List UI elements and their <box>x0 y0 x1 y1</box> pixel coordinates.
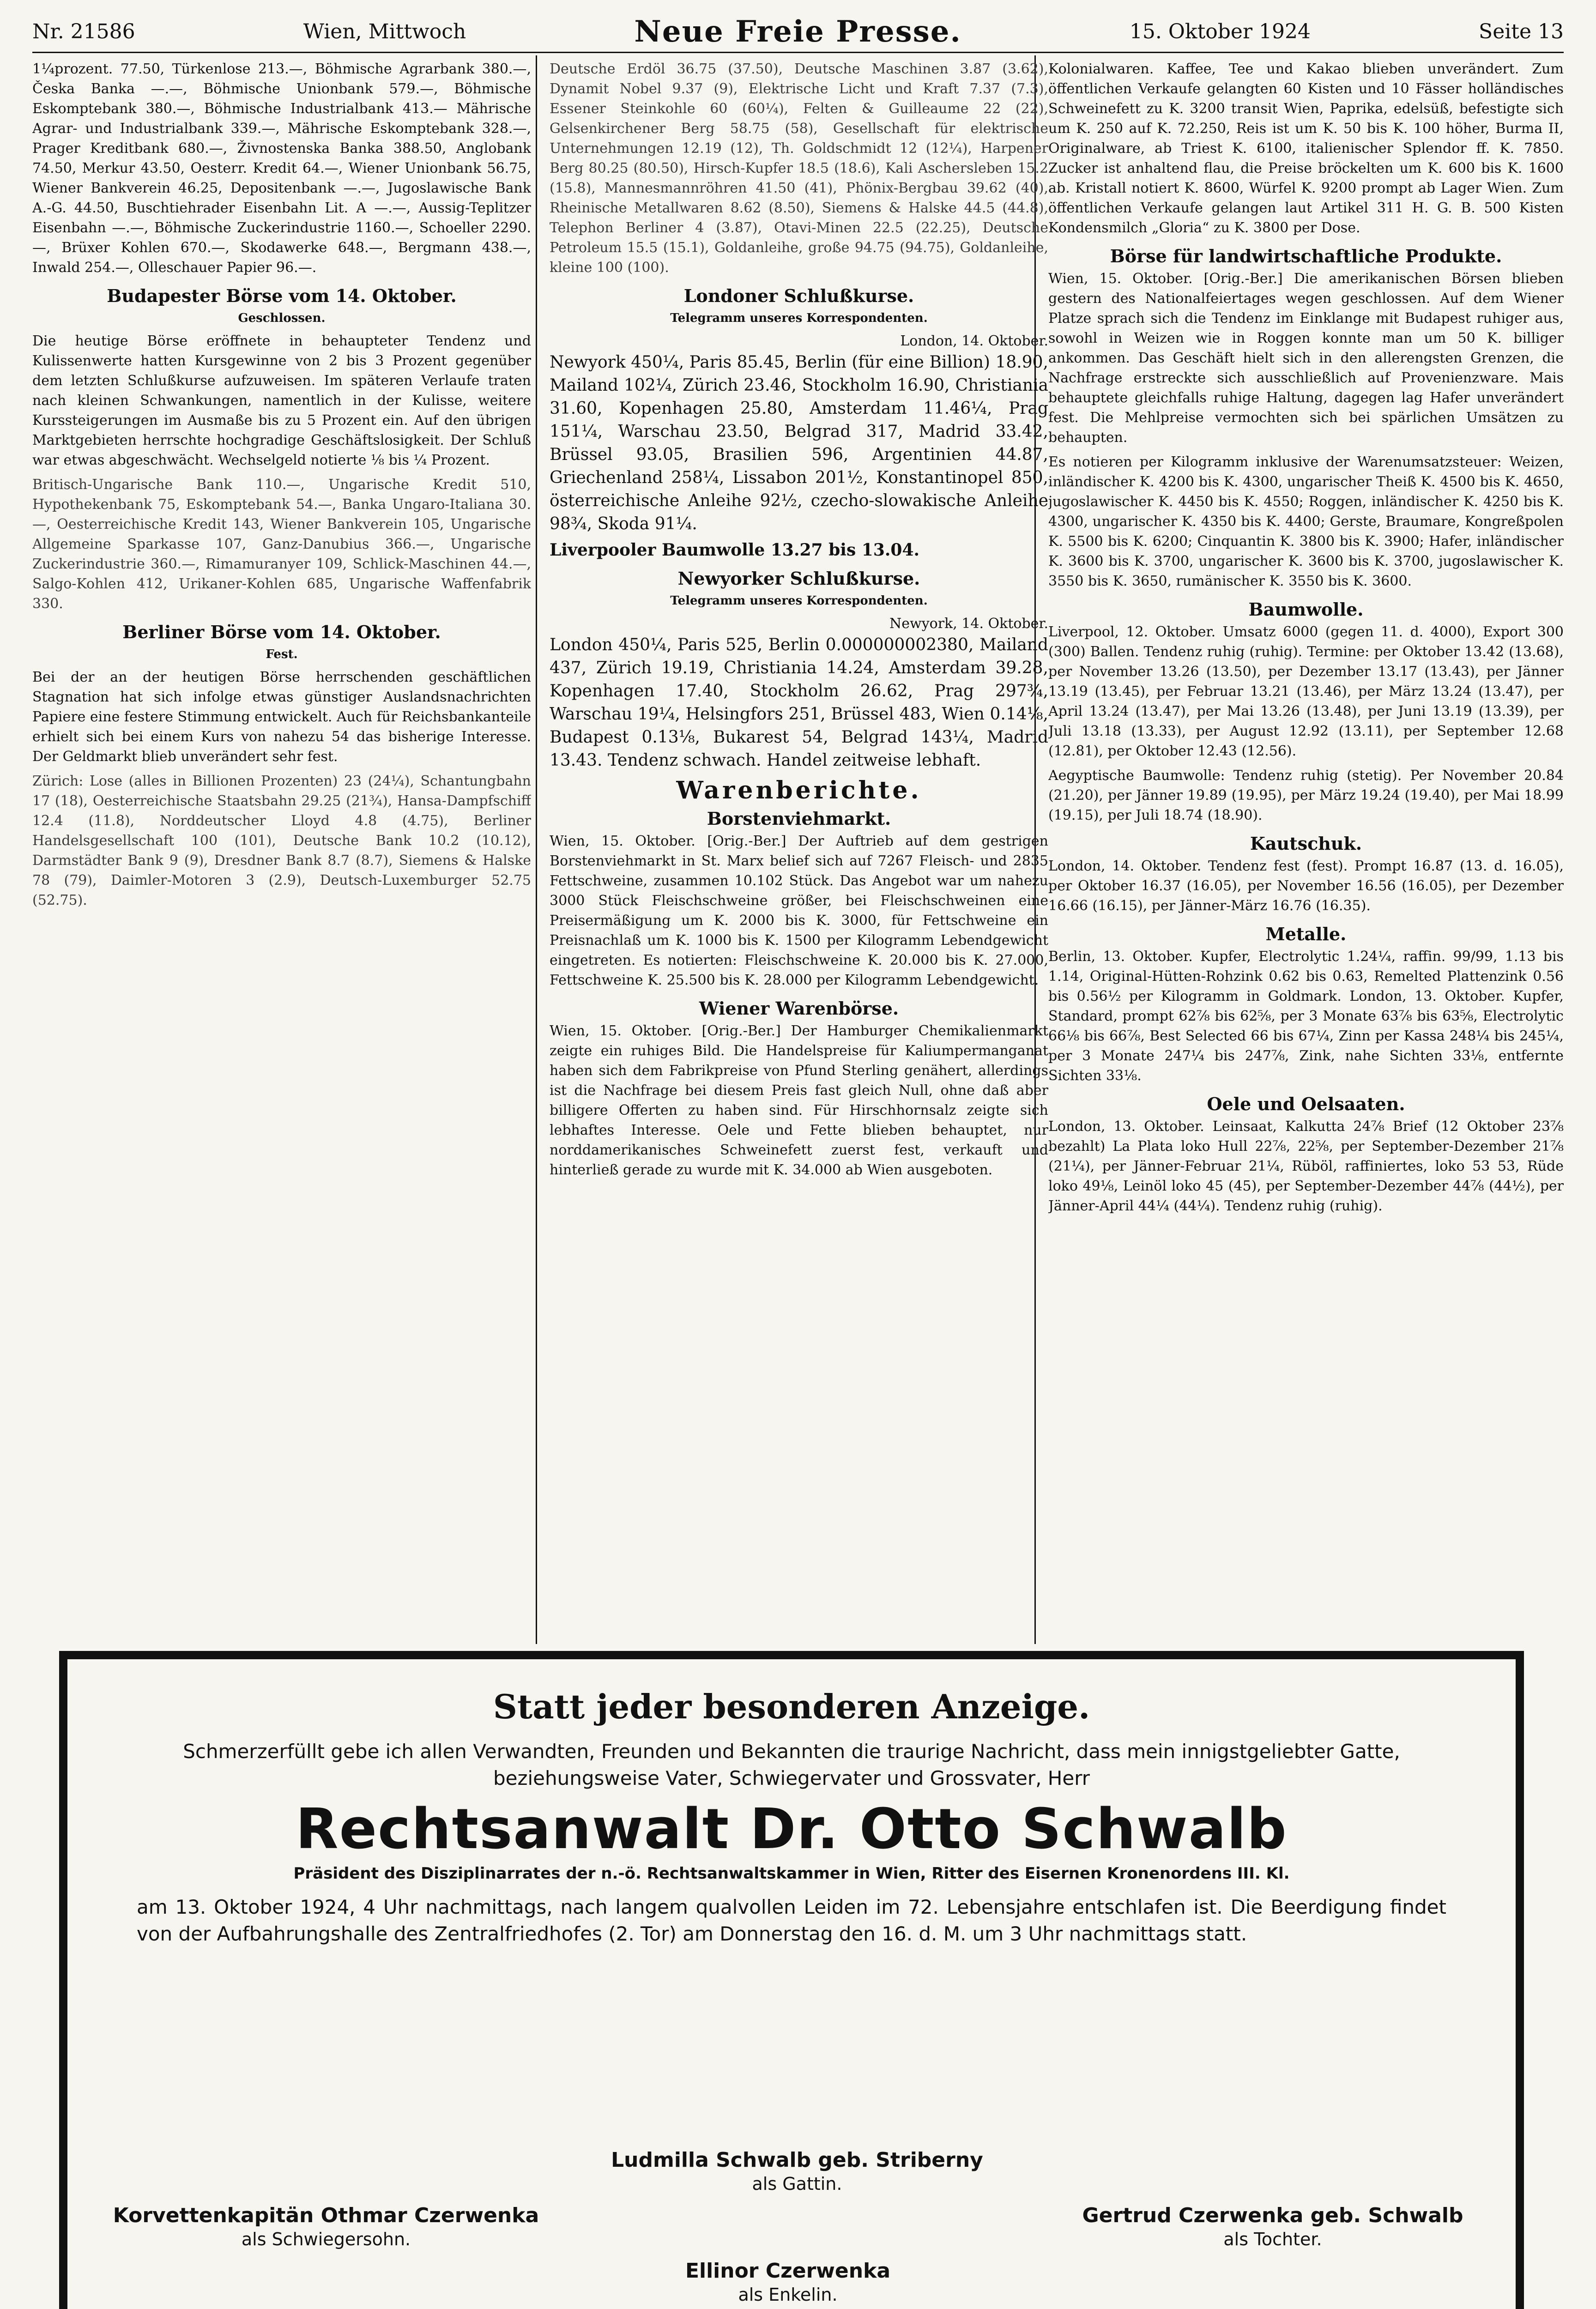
signature-daughter <box>1056 2204 1490 2251</box>
dateline: London, 14. Oktober. <box>900 333 1048 349</box>
signatory-name: Ludmilla Schwalb geb. Striberny <box>611 2148 983 2172</box>
paragraph: London, 14. Oktober. Tendenz fest (fest). Prompt 16.87 (13. d. 16.05), per Oktober 16.37 (16.05), per November 16.56 (16.05), per Dezember 16.66 (16.15), per Jänner-März 16.76 (16.35). <box>1048 858 1564 914</box>
signature-grandchild <box>557 2260 1019 2306</box>
signature-widow <box>437 2149 1157 2195</box>
issue-date: 15. Oktober 1924 <box>1129 19 1311 43</box>
section-heading: Börse für landwirtschaftliche Produkte. <box>1110 246 1502 266</box>
paragraph: Aegyptische Baumwolle: Tendenz ruhig (stetig). Per November 20.84 (21.20), per Jänner 19.89 (19.95), per März 19.24 (19.40), per Mai 18.99 (19.15), per Juli 18.74 (18.90). <box>1048 768 1564 823</box>
paragraph: Berlin, 13. Oktober. Kupfer, Electrolytic 1.24¼, raffin. 99/99, 1.13 bis 1.14, Original-Hütten-Rohzink 0.62 bis 0.63, Remelted Plattenzink 0.56 bis 0.56½ per Kilogramm in Goldmark. London, 13. Oktober. Kupfer, Standard, prompt 62⅞ bis 62⅝, per 3 Monate 63⅞ bis 63⅝, Electrolytic 66⅛ bis 66⅞, Best Selected 66 bis 67¼, Zinn per Kassa 248¼ bis 245¼, per 3 Monate 247¼ bis 247⅞, Zink, nahe Sichten 33⅛, entfernte Sichten 33⅛. <box>1048 949 1564 1084</box>
section-subheading: Telegramm unseres Korrespondenten. <box>670 594 928 608</box>
signature-son-in-law <box>95 2204 557 2251</box>
section-subheading: Geschlossen. <box>238 311 326 325</box>
masthead: Neue Freie Presse. <box>634 14 961 49</box>
section-heading: Berliner Börse vom 14. Oktober. <box>122 622 441 642</box>
paragraph: Wien, 15. Oktober. [Orig.-Ber.] Die amerikanischen Börsen blieben gestern des Nationalfeiertages wegen geschlossen. Auf dem Wiener Platze sprach sich die Tendenz im Einklange mit Budapest ruhiger aus, sowohl in Weizen wie in Roggen konnte man um 50 K. billiger ankommen. Das Geschäft hielt sich in den allerengsten Grenzen, die Nachfrage erstreckte sich ausschließlich auf Provenienzware. Mais behauptete gleichfalls ruhige Haltung, dagegen lag Hafer unverändert fest. Die Mehlpreise vermochten sich bei spärlichen Umsätzen zu behaupten. <box>1048 271 1564 446</box>
signatory-name: Gertrud Czerwenka geb. Schwalb <box>1082 2204 1463 2227</box>
issue-number: Nr. 21586 <box>32 19 135 43</box>
section-heading: Londoner Schlußkurse. <box>683 285 914 306</box>
paragraph: Zürich: Lose (alles in Billionen Prozenten) 23 (24¼), Schantungbahn 17 (18), Oesterreichische Staatsbahn 29.25 (21¾), Hansa-Dampfschiff 12.4 (11.8), Norddeutscher Lloyd 4.8 (4.75), Berliner Handelsgesellschaft 100 (101), Deutsche Bank 10.2 (10.12), Darmstädter Bank 9 (9), Dresdner Bank 8.7 (8.7), Siemens & Halske 78 (79), Daimler-Motoren 3 (2.9), Deutsch-Luxemburger 52.75 (52.75). <box>32 773 531 908</box>
column-rule <box>536 55 537 1644</box>
paragraph: Deutsche Erdöl 36.75 (37.50), Deutsche Maschinen 3.87 (3.62), Dynamit Nobel 9.37 (9), Elektrische Licht und Kraft 7.37 (7.3), Essener Steinkohle 60 (60¼), Felten & Guilleaume 22 (22), Gelsenkirchener Berg 58.75 (58), Gesellschaft für elektrische Unternehmungen 12.19 (12), Th. Goldschmidt 12 (12¼), Harpener Berg 80.25 (80.50), Hirsch-Kupfer 18.5 (18.6), Kali Aschersleben 15.2 (15.8), Mannesmannröhren 41.50 (41), Phönix-Bergbau 39.62 (40), Rheinische Metallwaren 8.62 (8.50), Siemens & Halske 44.5 (44.8), Telephon Berliner 4 (3.87), Otavi-Minen 22.5 (22.25), Deutsche Petroleum 15.5 (15.1), Goldanleihe, große 94.75 (94.75), Goldanleihe, kleine 100 (100). <box>550 61 1048 276</box>
paragraph: Liverpooler Baumwolle 13.27 bis 13.04. <box>550 540 920 560</box>
signatory-role: als Enkelin. <box>738 2285 838 2305</box>
paragraph: London 450¼, Paris 525, Berlin 0.000000002380, Mailand 437, Zürich 19.19, Christiania 14.24, Amsterdam 39.28, Kopenhagen 17.40, Stockholm 26.62, Prag 297¾, Warschau 19¼, Helsingfors 251, Brüssel 483, Wien 0.14⅛, Budapest 0.13⅛, Bukarest 54, Belgrad 143¼, Madrid 13.43. Tendenz schwach. Handel zeitweise lebhaft. <box>550 635 1048 770</box>
section-subheading: Fest. <box>266 647 298 661</box>
section-heading: Oele und Oelsaaten. <box>1207 1094 1405 1114</box>
paragraph: Es notieren per Kilogramm inklusive der Warenumsatzsteuer: Weizen, inländischer K. 4200 bis K. 4300, ungarischer Theiß K. 4500 bis K. 4650, jugoslawischer K. 4450 bis K. 4550; Roggen, inländischer K. 4250 bis K. 4300, ungarischer K. 4350 bis K. 4400; Gerste, Braumare, Kongreßpolen K. 5500 bis K. 6200; Cinquantin K. 3800 bis K. 3900; Hafer, inländischer K. 3600 bis K. 3700, ungarischer K. 3600 bis K. 3700, jugoslawischer K. 3550 bis K. 3650, rumänischer K. 3550 bis K. 3600. <box>1048 454 1564 589</box>
notice-body: am 13. Oktober 1924, 4 Uhr nachmittags, nach langem qualvollen Leiden im 72. Lebensjahre entschlafen ist. Die Beerdigung findet von der Aufbahrungshalle des Zentralfriedhofes (2. Tor) am Donnerstag den 16. d. M. um 3 Uhr nachmittags statt. <box>137 1896 1446 1945</box>
paragraph: Britisch-Ungarische Bank 110.—, Ungarische Kredit 510, Hypothekenbank 75, Eskomptebank 54.—, Banka Ungaro-Italiana 30.—, Oesterreichische Kredit 143, Wiener Bankverein 105, Ungarische Allgemeine Sparkasse 107, Ganz-Danubius 366.—, Ungarische Zuckerindustrie 360.—, Rimamuranyer 109, Schlick-Maschinen 44.—, Salgo-Kohlen 412, Urikaner-Kohlen 685, Ungarische Waffenfabrik 330. <box>32 477 531 612</box>
paragraph: Bei der an der heutigen Börse herrschenden geschäftlichen Stagnation hat sich infolge etwas günstiger Auslandsnachrichten Papiere eine festere Stimmung entwickelt. Auch für Reichsbankanteile erhielt sich bei einem Kurs von nahezu 54 das bisherige Interesse. Der Geldmarkt blieb unverändert sehr fest. <box>32 669 531 765</box>
section-heading: Kautschuk. <box>1250 833 1362 854</box>
section-heading: Warenberichte. <box>676 776 922 804</box>
paragraph: Liverpool, 12. Oktober. Umsatz 6000 (gegen 11. d. 4000), Export 300 (300) Ballen. Tendenz ruhig (ruhig). Termine: per Oktober 13.42 (13.68), per November 13.26 (13.50), per Dezember 13.17 (13.43), per Jänner 13.19 (13.45), per Februar 13.21 (13.46), per März 13.24 (13.47), per April 13.24 (13.47), per Mai 13.26 (13.48), per Juni 13.19 (13.39), per Juli 13.18 (13.33), per August 12.92 (13.11), per September 12.68 (12.81), per Oktober 12.43 (12.56). <box>1048 624 1564 759</box>
notice-intro: Schmerzerfüllt gebe ich allen Verwandten, Freunden und Bekannten die traurige Nachricht, dass mein innigstgeliebter Gatte, beziehungsweise Vater, Schwiegervater und Grossvater, Herr <box>183 1740 1400 1789</box>
section-heading: Newyorker Schlußkurse. <box>677 568 920 589</box>
section-heading: Borstenviehmarkt. <box>707 808 891 829</box>
signatory-role: als Tochter. <box>1223 2229 1322 2249</box>
notice-headline: Statt jeder besonderen Anzeige. <box>493 1687 1090 1726</box>
paragraph: Kolonialwaren. Kaffee, Tee und Kakao blieben unverändert. Zum öffentlichen Verkaufe gelangten 60 Kisten und 10 Fässer holländisches Schweinefett zu K. 3200 transit Wien, Paprika, edelsüß, befestigte sich um K. 250 auf K. 72.250, Reis ist um K. 50 bis K. 100 höher, Burma II, Originalware, ab Triest K. 6100, italienischer Splendor ff. K. 7850. Zucker ist anhaltend flau, die Preise bröckelten um K. 600 bis K. 1600 ab. Kristall notiert K. 8600, Würfel K. 9200 prompt ab Lager Wien. Zum öffentlichen Verkaufe gelangen laut Artikel 311 H. G. B. 500 Kisten Kondensmilch „Gloria“ zu K. 3800 per Dose. <box>1048 61 1564 236</box>
page-header <box>32 11 1564 53</box>
page-number: Seite 13 <box>1479 19 1564 43</box>
paragraph: Newyork 450¼, Paris 85.45, Berlin (für eine Billion) 18.90, Mailand 102¼, Zürich 23.46, Stockholm 16.90, Christiania 31.60, Kopenhagen 25.80, Amsterdam 11.46¼, Prag 151¼, Warschau 23.50, Belgrad 317, Madrid 33.42, Brüssel 93.05, Brasilien 596, Argentinien 44.87, Griechenland 258¼, Lissabon 201½, Konstantinopel 850, österreichische Anleihe 92½, czecho-slowakische Anleihe 98¾, Skoda 91¼. <box>550 353 1048 533</box>
column-1 <box>32 59 531 1643</box>
obituary-notice <box>59 1651 1524 2309</box>
deceased-name: Rechtsanwalt Dr. Otto Schwalb <box>296 1797 1288 1862</box>
place-day: Wien, Mittwoch <box>303 19 466 43</box>
paragraph: Wien, 15. Oktober. [Orig.-Ber.] Der Hamburger Chemikalienmarkt zeigte ein ruhiges Bild. Die Handelspreise für Kaliumpermanganat haben sich dem Fabrikpreise von Pfund Sterling genähert, allerdings ist die Nachfrage bei diesem Preis fast gleich Null, ohne daß aber billigere Offerten zu haben sind. Für Hirschhornsalz zeigte sich lebhaftes Interesse. Oele und Fette blieben behauptet, nur norddamerikanisches Schweinefett zuerst fest, verkauft und hinterließ gerade zu wurde mit K. 34.000 ab Wien ausgeboten. <box>550 1023 1048 1178</box>
paragraph: Wien, 15. Oktober. [Orig.-Ber.] Der Auftrieb auf dem gestrigen Borstenviehmarkt in St. Marx belief sich auf 7267 Fleisch- und 2835 Fettschweine, zusammen 10.102 Stück. Das Angebot war um nahezu 3000 Stück Fleischschweine größer, bei Fleischschweinen eine Preisermäßigung um K. 2000 bis K. 3000, für Fettschweine ein Preisnachlaß um K. 1000 bis K. 1500 per Kilogramm Lebendgewicht eingetreten. Es notierten: Fleischschweine K. 20.000 bis K. 27.000, Fettschweine K. 25.500 bis K. 28.000 per Kilogramm Lebendgewicht. <box>550 833 1048 988</box>
signatory-name: Ellinor Czerwenka <box>685 2259 891 2283</box>
dateline: Newyork, 14. Oktober. <box>889 616 1048 632</box>
section-heading: Metalle. <box>1265 924 1347 944</box>
section-heading: Baumwolle. <box>1248 599 1364 620</box>
paragraph: 1¼prozent. 77.50, Türkenlose 213.—, Böhmische Agrarbank 380.—, Česka Banka —.—, Böhmische Unionbank 579.—, Böhmische Eskomptebank 380.—, Böhmische Industrialbank 413.— Mährische Agrar- und Industrialbank 339.—, Mährische Eskomptebank 328.—, Prager Kreditbank 680.—, Živnostenska Banka 388.50, Anglobank 74.50, Merkur 43.50, Oesterr. Kredit 64.—, Wiener Unionbank 56.75, Wiener Bankverein 46.25, Depositenbank —.—, Jugoslawische Bank A.-G. 44.50, Buschtiehrader Eisenbahn Lit. A —.—, Aussig-Teplitzer Eisenbahn —.—, Böhmische Zuckerindustrie 1160.—, Schoeller 2290.—, Brüxer Kohlen 670.—, Skodawerke 648.—, Bergmann 438.—, Inwald 254.—, Olleschauer Papier 96.—. <box>32 61 531 276</box>
section-heading: Wiener Warenbörse. <box>699 998 899 1019</box>
column-3 <box>1048 59 1564 1643</box>
signatory-role: als Gattin. <box>752 2174 842 2194</box>
deceased-title: Präsident des Disziplinarrates der n.-ö. Rechtsanwaltskammer in Wien, Ritter des Eisernen Kronenordens III. Kl. <box>293 1864 1290 1883</box>
section-subheading: Telegramm unseres Korrespondenten. <box>670 311 928 325</box>
paragraph: London, 13. Oktober. Leinsaat, Kalkutta 24⅞ Brief (12 Oktober 23⅞ bezahlt) La Plata loko Hull 22⅞, 22⅝, per September-Dezember 21⅞ (21¼), per Jänner-Februar 21¼, Rüböl, raffiniertes, loko 53 53, Rüde loko 49⅛, Leinöl loko 45 (45), per September-Dezember 44⅞ (44½), per Jänner-April 44¼ (44¼). Tendenz ruhig (ruhig). <box>1048 1118 1564 1214</box>
column-2 <box>550 59 1048 1643</box>
section-heading: Budapester Börse vom 14. Oktober. <box>107 285 457 306</box>
signatory-role: als Schwiegersohn. <box>241 2229 411 2249</box>
signatory-name: Korvettenkapitän Othmar Czerwenka <box>113 2204 539 2227</box>
paragraph: Die heutige Börse eröffnete in behaupteter Tendenz und Kulissenwerte hatten Kursgewinne von 2 bis 3 Prozent gegenüber dem letzten Schlußkurse aufzuweisen. Im späteren Verlaufe traten nach kleinen Schwankungen, namentlich in der Kulisse, weitere Kurssteigerungen im Ausmaße bis zu 5 Prozent ein. Auf den übrigen Marktgebieten herrschte hochgradige Geschäftslosigkeit. Der Schluß war etwas abgeschwächt. Wechselgeld notierte ⅛ bis ¼ Prozent. <box>32 333 531 468</box>
